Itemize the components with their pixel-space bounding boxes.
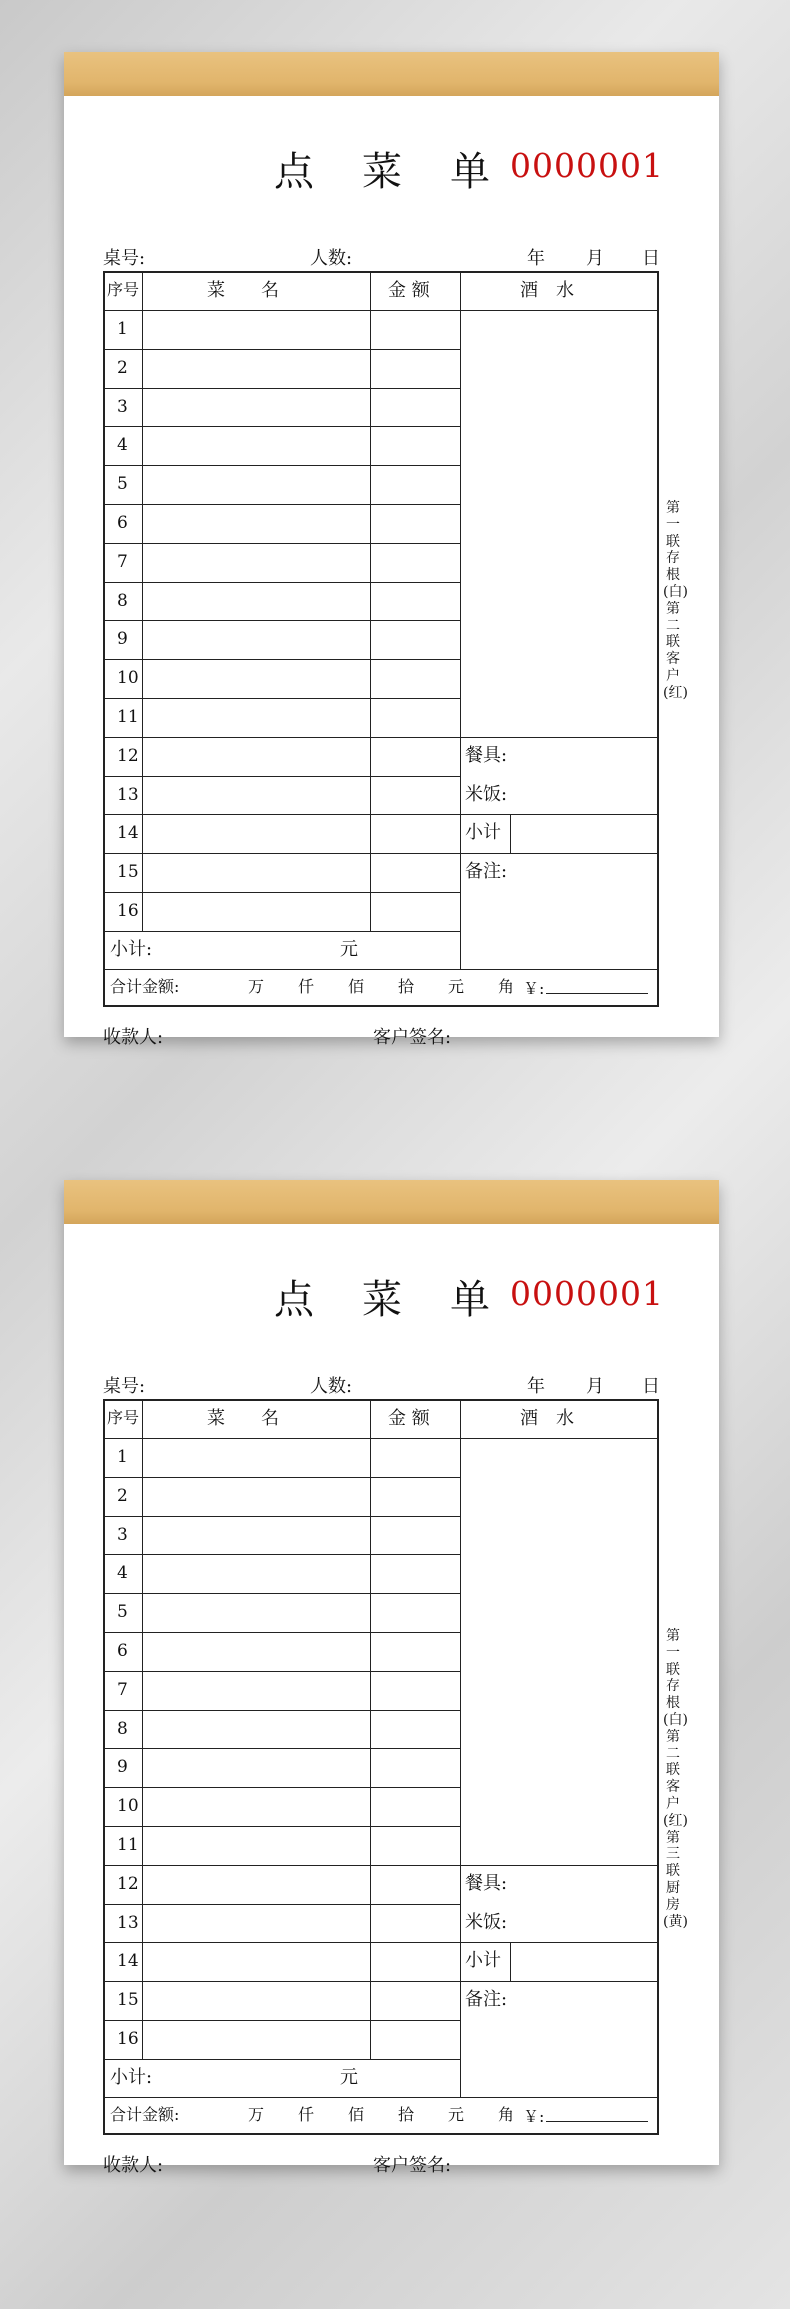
pad-binding-strip bbox=[64, 1180, 719, 1224]
col-divider bbox=[460, 273, 461, 969]
row-number: 10 bbox=[117, 1796, 139, 1817]
row-divider bbox=[105, 1710, 460, 1711]
row-divider bbox=[105, 2059, 460, 2060]
header-amount: 金 额 bbox=[388, 280, 430, 301]
total-yen-field[interactable]: ￥: bbox=[523, 2107, 648, 2125]
order-table bbox=[103, 1399, 659, 2135]
customer-signature-field[interactable]: 客户签名: bbox=[373, 2155, 452, 2176]
cashier-field[interactable]: 收款人: bbox=[103, 2155, 164, 2176]
yuan-unit: 元 bbox=[340, 938, 358, 960]
people-count-field[interactable]: 人数: bbox=[310, 248, 353, 269]
order-sheet bbox=[64, 96, 719, 1048]
row-number: 5 bbox=[117, 474, 128, 495]
order-form-pad-1 bbox=[64, 52, 719, 1048]
row-divider bbox=[105, 1981, 460, 1982]
tableware-field[interactable]: 餐具: bbox=[465, 744, 508, 766]
unit-bai: 佰 bbox=[348, 976, 365, 996]
customer-signature-field[interactable]: 客户签名: bbox=[373, 1027, 452, 1048]
header-dish-name: 菜 名 bbox=[207, 280, 279, 301]
header-drinks: 酒 水 bbox=[520, 280, 574, 301]
row-divider bbox=[105, 1554, 460, 1555]
row-number: 15 bbox=[117, 1990, 139, 2011]
row-number: 2 bbox=[117, 1485, 128, 1506]
header-drinks: 酒 水 bbox=[520, 1408, 574, 1429]
row-divider bbox=[105, 310, 657, 311]
tableware-field[interactable]: 餐具: bbox=[465, 1872, 508, 1894]
unit-wan: 万 bbox=[248, 2104, 265, 2124]
row-divider bbox=[105, 659, 460, 660]
row-divider bbox=[105, 1477, 460, 1478]
col-divider bbox=[510, 1942, 511, 1981]
order-table bbox=[103, 271, 659, 1007]
row-divider bbox=[460, 853, 657, 854]
table-number-field[interactable]: 桌号: bbox=[103, 1376, 146, 1397]
pad-binding-strip bbox=[64, 52, 719, 96]
row-divider bbox=[105, 426, 460, 427]
row-divider bbox=[105, 2020, 460, 2021]
header-serial-no: 序号 bbox=[107, 280, 140, 299]
row-number: 13 bbox=[117, 1912, 139, 1933]
unit-bai: 佰 bbox=[348, 2104, 365, 2124]
unit-shi: 拾 bbox=[398, 976, 415, 996]
rice-field[interactable]: 米饭: bbox=[465, 783, 508, 805]
header-serial-no: 序号 bbox=[107, 1408, 140, 1427]
unit-shi: 拾 bbox=[398, 2104, 415, 2124]
row-divider bbox=[105, 388, 460, 389]
row-divider bbox=[105, 1438, 657, 1439]
row-number: 5 bbox=[117, 1602, 128, 1623]
row-divider bbox=[105, 1904, 460, 1905]
dish-subtotal-field[interactable]: 小计: bbox=[110, 938, 153, 960]
row-divider bbox=[460, 1942, 657, 1943]
row-divider bbox=[105, 1748, 460, 1749]
order-sheet bbox=[64, 1224, 719, 2176]
row-number: 14 bbox=[117, 823, 139, 844]
serial-number: 0000001 bbox=[510, 146, 664, 185]
row-divider bbox=[105, 892, 460, 893]
date-year-label: 年 bbox=[527, 1376, 545, 1397]
date-month-label: 月 bbox=[586, 248, 604, 269]
row-number: 7 bbox=[117, 1679, 128, 1700]
drinks-subtotal-field[interactable]: 小计 bbox=[465, 822, 501, 844]
row-divider bbox=[105, 853, 460, 854]
cashier-field[interactable]: 收款人: bbox=[103, 1027, 164, 1048]
col-divider bbox=[142, 273, 143, 931]
row-divider bbox=[105, 620, 460, 621]
row-divider bbox=[105, 349, 460, 350]
row-number: 1 bbox=[117, 1447, 128, 1467]
date-day-label: 日 bbox=[642, 248, 660, 269]
remarks-field[interactable]: 备注: bbox=[465, 861, 508, 883]
order-form-pad-2 bbox=[64, 1180, 719, 2176]
col-divider bbox=[370, 273, 371, 931]
yuan-unit: 元 bbox=[340, 2066, 358, 2088]
row-number: 8 bbox=[117, 1718, 128, 1739]
row-number: 7 bbox=[117, 551, 128, 572]
row-divider bbox=[105, 1632, 460, 1633]
row-divider bbox=[105, 582, 460, 583]
row-divider bbox=[105, 931, 460, 932]
row-number: 8 bbox=[117, 590, 128, 611]
row-number: 12 bbox=[117, 745, 139, 766]
row-divider bbox=[460, 737, 657, 738]
row-number: 9 bbox=[117, 629, 128, 650]
table-number-field[interactable]: 桌号: bbox=[103, 248, 146, 269]
row-divider bbox=[105, 504, 460, 505]
row-divider bbox=[105, 1787, 460, 1788]
row-divider bbox=[105, 2097, 657, 2098]
total-amount-label: 合计金额: bbox=[110, 976, 180, 996]
row-divider bbox=[105, 1671, 460, 1672]
rice-field[interactable]: 米饭: bbox=[465, 1911, 508, 1933]
row-divider bbox=[105, 1865, 460, 1866]
date-month-label: 月 bbox=[586, 1376, 604, 1397]
dish-subtotal-field[interactable]: 小计: bbox=[110, 2066, 153, 2088]
row-divider bbox=[105, 776, 460, 777]
row-divider bbox=[105, 1942, 460, 1943]
row-number: 10 bbox=[117, 668, 139, 689]
total-amount-label: 合计金额: bbox=[110, 2104, 180, 2124]
unit-jiao: 角 bbox=[498, 976, 515, 996]
row-divider bbox=[460, 1981, 657, 1982]
row-divider bbox=[105, 737, 460, 738]
copy-note-vertical: 第一联存根(白)第二联客户(红)第三联厨房(黄) bbox=[663, 1628, 688, 1930]
row-divider bbox=[105, 543, 460, 544]
row-number: 6 bbox=[117, 513, 128, 533]
row-number: 3 bbox=[117, 1524, 128, 1545]
row-number: 9 bbox=[117, 1757, 128, 1778]
row-number: 4 bbox=[117, 1563, 128, 1584]
date-year-label: 年 bbox=[527, 248, 545, 269]
row-number: 15 bbox=[117, 862, 139, 883]
row-divider bbox=[105, 969, 657, 970]
unit-qian: 仟 bbox=[298, 2104, 315, 2124]
row-divider bbox=[460, 814, 657, 815]
row-number: 11 bbox=[117, 1835, 139, 1855]
remarks-field[interactable]: 备注: bbox=[465, 1989, 508, 2011]
row-number: 16 bbox=[117, 2029, 139, 2049]
row-number: 14 bbox=[117, 1951, 139, 1972]
copy-note-vertical: 第一联存根(白)第二联客户(红) bbox=[663, 500, 688, 701]
row-divider bbox=[105, 1826, 460, 1827]
col-divider bbox=[510, 814, 511, 853]
row-divider bbox=[105, 698, 460, 699]
row-number: 2 bbox=[117, 357, 128, 378]
header-amount: 金 额 bbox=[388, 1408, 430, 1429]
row-divider bbox=[105, 814, 460, 815]
form-title: 点菜单 bbox=[274, 1277, 538, 1323]
date-day-label: 日 bbox=[642, 1376, 660, 1397]
row-number: 11 bbox=[117, 707, 139, 727]
row-divider bbox=[105, 1593, 460, 1594]
serial-number: 0000001 bbox=[510, 1274, 664, 1313]
row-divider bbox=[105, 465, 460, 466]
row-number: 16 bbox=[117, 901, 139, 921]
people-count-field[interactable]: 人数: bbox=[310, 1376, 353, 1397]
unit-yuan: 元 bbox=[448, 976, 465, 996]
row-number: 3 bbox=[117, 396, 128, 417]
row-number: 1 bbox=[117, 319, 128, 339]
col-divider bbox=[460, 1401, 461, 2097]
form-title: 点菜单 bbox=[274, 149, 538, 195]
row-number: 12 bbox=[117, 1873, 139, 1894]
row-number: 13 bbox=[117, 784, 139, 805]
unit-jiao: 角 bbox=[498, 2104, 515, 2124]
unit-yuan: 元 bbox=[448, 2104, 465, 2124]
total-blank-line bbox=[546, 2107, 648, 2122]
header-dish-name: 菜 名 bbox=[207, 1408, 279, 1429]
unit-wan: 万 bbox=[248, 976, 265, 996]
row-number: 6 bbox=[117, 1641, 128, 1661]
total-blank-line bbox=[546, 979, 648, 994]
total-yen-field[interactable]: ￥: bbox=[523, 979, 648, 997]
drinks-subtotal-field[interactable]: 小计 bbox=[465, 1950, 501, 1972]
row-number: 4 bbox=[117, 435, 128, 456]
col-divider bbox=[370, 1401, 371, 2059]
row-divider bbox=[460, 1865, 657, 1866]
row-divider bbox=[105, 1516, 460, 1517]
unit-qian: 仟 bbox=[298, 976, 315, 996]
col-divider bbox=[142, 1401, 143, 2059]
